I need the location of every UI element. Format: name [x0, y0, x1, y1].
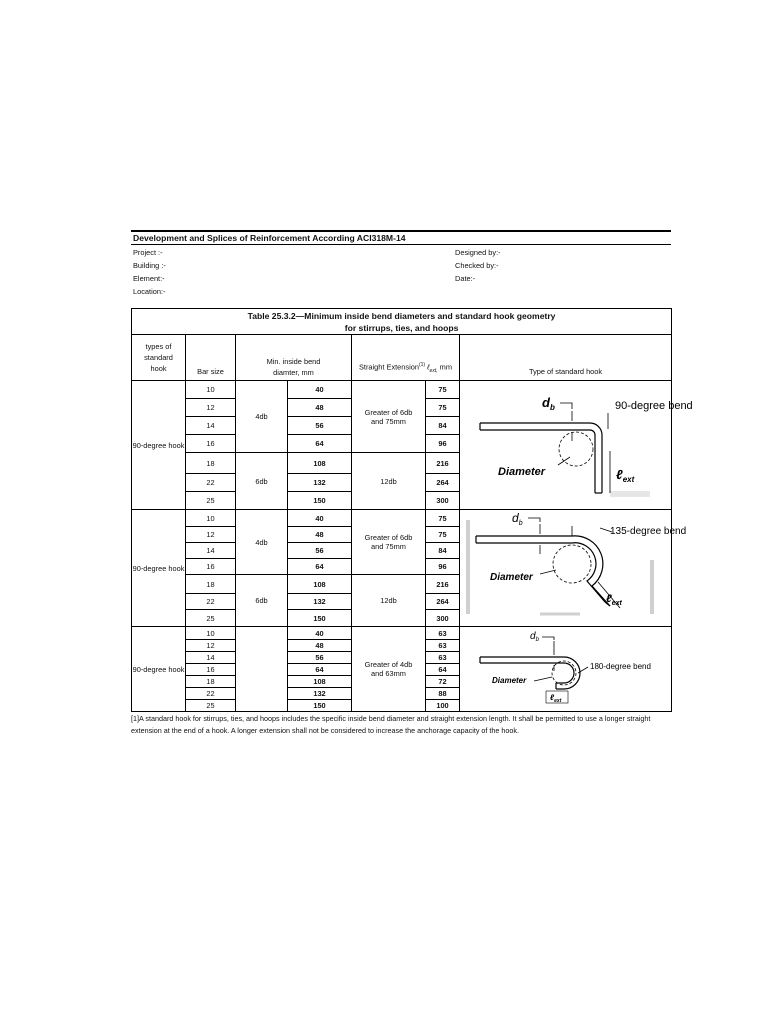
- bend-diameter-cell: 108: [288, 575, 352, 594]
- extension-cell: 75: [426, 510, 460, 527]
- bend-diameter-cell: 40: [288, 627, 352, 640]
- extension-cell: 100: [426, 699, 460, 711]
- hook-figure-180: [460, 627, 672, 712]
- bar-size-cell: 22: [186, 594, 236, 610]
- bend-diameter-cell: 132: [288, 594, 352, 610]
- building-label: Building :-: [133, 261, 166, 270]
- header-bend-diameter: [236, 335, 352, 381]
- bend-diameter-cell: 64: [288, 664, 352, 676]
- hook-figure-90: [460, 381, 693, 510]
- extension-cell: 84: [426, 417, 460, 435]
- bar-size-cell: 16: [186, 664, 236, 676]
- bar-size-cell: 12: [186, 399, 236, 417]
- extension-cell: 72: [426, 676, 460, 688]
- bar-size-cell: 16: [186, 435, 236, 453]
- bend-diameter-cell: 48: [288, 527, 352, 543]
- bar-size-cell: 22: [186, 474, 236, 492]
- header-bar-size: Bar size: [186, 335, 236, 381]
- extension-rule-cell: 12db: [352, 453, 426, 510]
- bar-size-cell: 25: [186, 699, 236, 711]
- extension-cell: 63: [426, 627, 460, 640]
- bar-size-cell: 12: [186, 527, 236, 543]
- extension-cell: 96: [426, 435, 460, 453]
- table-footnote: [1]A standard hook for stirrups, ties, and hoops includes the specific inside bend diameter and straight extension length. It shall be permitted to use a longer straight extension at the end of a hook. A longer extension shall not be considered to increase the anchorage capacity of the hook.: [131, 714, 651, 736]
- extension-rule-cell: [352, 627, 426, 712]
- angle-label: 90-degree bend: [615, 400, 693, 412]
- bar-size-cell: 22: [186, 688, 236, 700]
- extension-cell: 63: [426, 652, 460, 664]
- document-title: Development and Splices of Reinforcement According ACI318M-14: [131, 230, 671, 245]
- bend-diameter-cell: 150: [288, 610, 352, 627]
- angle-label: 180-degree bend: [590, 662, 651, 671]
- bend-diameter-cell: 56: [288, 417, 352, 435]
- date-label: Date:-: [455, 274, 476, 283]
- diameter-label: Diameter: [490, 572, 533, 583]
- angle-label: 135-degree bend: [610, 526, 687, 537]
- extension-cell: 75: [426, 381, 460, 399]
- hook-figure-135: [460, 510, 687, 627]
- bar-size-cell: 14: [186, 417, 236, 435]
- header-ext-prefix: Straight Extension: [358, 362, 419, 372]
- bend-rule-cell: [236, 627, 288, 712]
- bar-size-cell: 10: [186, 381, 236, 399]
- designed-by-label: Designed by:-: [455, 248, 501, 257]
- extension-rule-text: Greater of 4db and 63mm: [364, 660, 413, 678]
- bend-diameter-cell: 56: [288, 543, 352, 559]
- extension-cell: 63: [426, 640, 460, 652]
- bend-diameter-cell: 132: [288, 688, 352, 700]
- lext-label: ℓ$_{ext}$: [550, 693, 562, 704]
- extension-cell: 264: [426, 474, 460, 492]
- bar-size-cell: 12: [186, 640, 236, 652]
- diameter-label: Diameter: [498, 466, 546, 478]
- bend-rule-cell: 4db: [236, 510, 288, 575]
- document-sheet: [131, 230, 693, 736]
- table-title-line-2: for stirrups, ties, and hoops: [344, 322, 459, 333]
- hook-type-cell: 90-degree hook: [132, 381, 186, 510]
- bend-diameter-cell: 108: [288, 453, 352, 474]
- extension-rule-text: Greater of 6db and 75mm: [364, 533, 413, 551]
- hook-180-drawing: [460, 627, 672, 709]
- lext-label: ℓ$_{ext}$: [616, 467, 635, 484]
- bar-size-cell: 18: [186, 453, 236, 474]
- bend-diameter-cell: 56: [288, 652, 352, 664]
- extension-cell: 96: [426, 559, 460, 575]
- db-label: $d_b$: [512, 511, 523, 527]
- hook-geometry-table: [131, 308, 693, 712]
- bar-size-cell: 25: [186, 492, 236, 510]
- location-label: Location:-: [133, 287, 166, 296]
- db-label: $d_b$: [530, 631, 539, 643]
- header-hook-picture: Type of standard hook: [460, 335, 672, 381]
- bar-size-cell: 10: [186, 510, 236, 527]
- header-bend-diameter-text: Min. inside bend diamter, mm: [266, 357, 321, 377]
- diameter-label: Diameter: [492, 676, 527, 685]
- db-label: $d_b$: [542, 395, 555, 412]
- project-label: Project :-: [133, 248, 163, 257]
- bar-size-cell: 18: [186, 575, 236, 594]
- bend-diameter-cell: 150: [288, 492, 352, 510]
- bend-diameter-cell: 64: [288, 435, 352, 453]
- extension-rule-cell: [352, 381, 426, 453]
- checked-by-label: Checked by:-: [455, 261, 499, 270]
- header-hook-type: [132, 335, 186, 381]
- bend-diameter-cell: 48: [288, 399, 352, 417]
- bend-rule-cell: 6db: [236, 453, 288, 510]
- extension-cell: 216: [426, 453, 460, 474]
- bend-diameter-cell: 132: [288, 474, 352, 492]
- element-label: Element:-: [133, 274, 165, 283]
- table-title: [132, 309, 672, 335]
- extension-cell: 75: [426, 399, 460, 417]
- lext-label: ℓ$_{ext}$: [606, 593, 622, 607]
- header-ext-sup: (1): [418, 362, 426, 369]
- bar-size-cell: 14: [186, 543, 236, 559]
- table-title-line-1: Table 25.3.2—Minimum inside bend diameters and standard hook geometry: [247, 310, 556, 321]
- bend-rule-cell: 6db: [236, 575, 288, 627]
- table-row: [132, 510, 672, 527]
- header-ext-sub: ext,: [429, 368, 438, 374]
- bend-diameter-cell: 48: [288, 640, 352, 652]
- bend-diameter-cell: 64: [288, 559, 352, 575]
- bar-size-cell: 10: [186, 627, 236, 640]
- project-info: [131, 245, 671, 309]
- extension-rule-cell: 12db: [352, 575, 426, 627]
- extension-cell: 264: [426, 594, 460, 610]
- extension-cell: 300: [426, 492, 460, 510]
- table-row: [132, 627, 672, 640]
- bar-size-cell: 14: [186, 652, 236, 664]
- hook-90-drawing: [460, 381, 693, 507]
- header-ext-unit: mm: [439, 362, 452, 372]
- extension-rule-cell: [352, 510, 426, 575]
- hook-135-drawing: [460, 510, 687, 624]
- extension-cell: 84: [426, 543, 460, 559]
- extension-cell: 64: [426, 664, 460, 676]
- extension-rule-text: Greater of 6db and 75mm: [364, 407, 413, 426]
- bend-rule-cell: 4db: [236, 381, 288, 453]
- hook-type-cell: 90-degree hook: [132, 510, 186, 627]
- bar-size-cell: 25: [186, 610, 236, 627]
- header-hook-type-text: types of standard hook: [144, 342, 173, 373]
- header-ext-symbol: ℓ: [427, 362, 430, 372]
- header-straight-extension: [352, 335, 460, 381]
- table-row: [132, 381, 672, 399]
- extension-cell: 75: [426, 527, 460, 543]
- extension-cell: 88: [426, 688, 460, 700]
- bar-size-cell: 18: [186, 676, 236, 688]
- bend-diameter-cell: 150: [288, 699, 352, 711]
- bar-size-cell: 16: [186, 559, 236, 575]
- bend-diameter-cell: 108: [288, 676, 352, 688]
- extension-cell: 216: [426, 575, 460, 594]
- bend-diameter-cell: 40: [288, 381, 352, 399]
- extension-cell: 300: [426, 610, 460, 627]
- hook-type-cell: 90-degree hook: [132, 627, 186, 712]
- bend-diameter-cell: 40: [288, 510, 352, 527]
